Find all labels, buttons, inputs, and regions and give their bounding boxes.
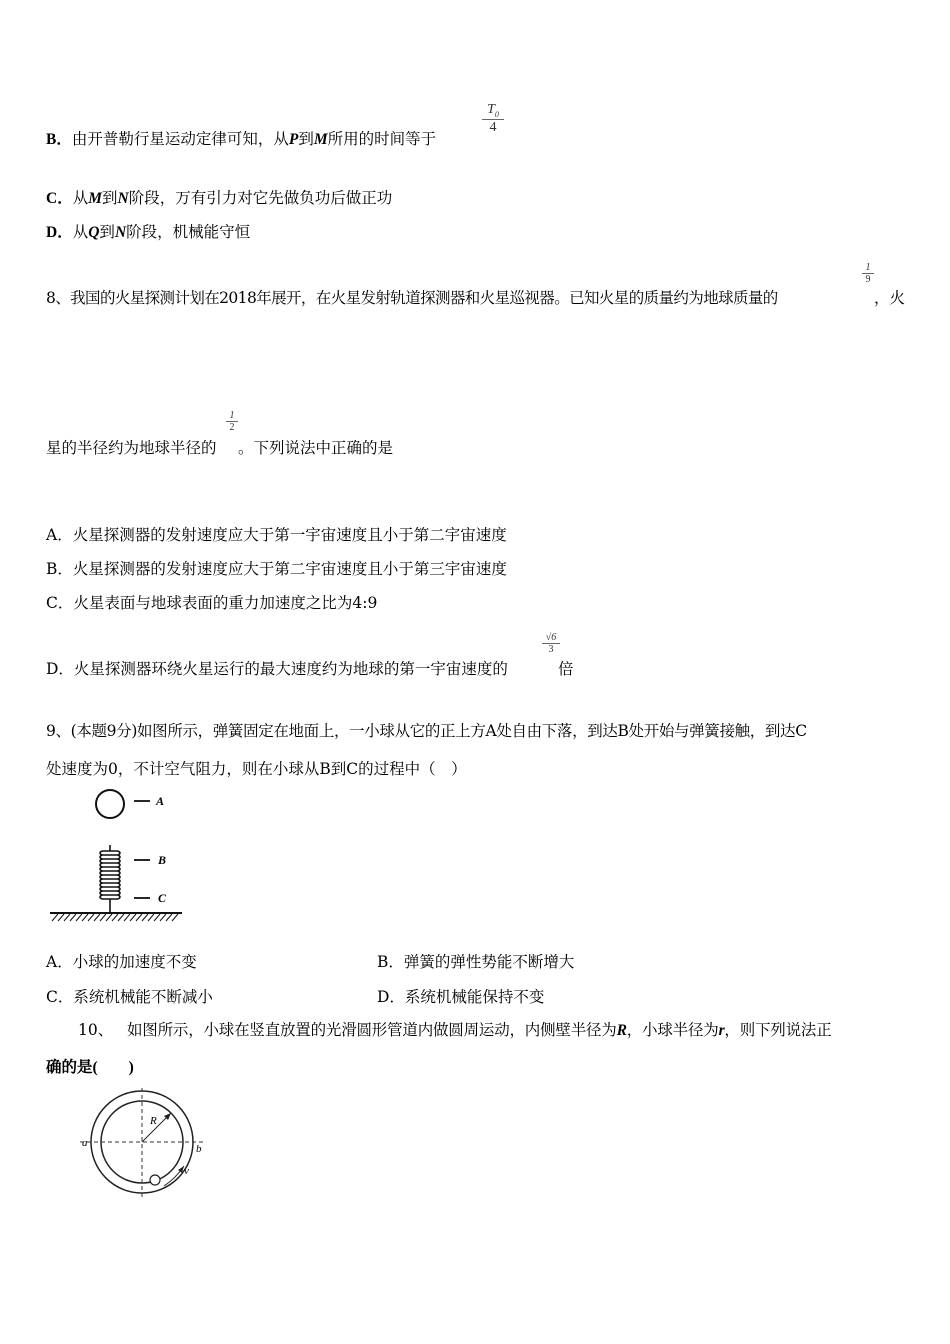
label-v: v <box>184 1165 189 1177</box>
q9-stem-line1: 9、(本题9分)如图所示，弹簧固定在地面上，一小球从它的正上方A处自由下落，到达B处开始与弹簧接触，到达C <box>46 722 807 740</box>
q9-stem-line2: 处速度为0，不计空气阻力，则在小球从B到C的过程中（ ） <box>46 760 467 778</box>
q9-option-c: C．系统机械能不断减小 <box>46 988 213 1006</box>
q9-option-a: A．小球的加速度不变 <box>46 953 197 971</box>
q8-radius-fraction: $\frac{1}{2}$ <box>226 410 238 433</box>
label-a: a <box>82 1137 88 1149</box>
q8-option-a: A．火星探测器的发射速度应大于第一宇宙速度且小于第二宇宙速度 <box>46 526 507 544</box>
spring-icon <box>100 845 120 912</box>
q9-option-b: B．弹簧的弹性势能不断增大 <box>377 953 575 971</box>
q8-speed-fraction: $\frac{√6}{3}$ <box>542 632 560 655</box>
q8-option-d: D．火星探测器环绕火星运行的最大速度约为地球的第一宇宙速度的 <box>46 660 508 678</box>
label-a: A <box>156 794 165 808</box>
q8-mass-fraction: $\frac{1}{9}$ <box>862 262 874 285</box>
q7-option-d: D．从Q到N阶段，机械能守恒 <box>46 223 251 241</box>
q10-number: 10、 <box>78 1021 114 1039</box>
q8-option-b: B．火星探测器的发射速度应大于第二宇宙速度且小于第三宇宙速度 <box>46 560 507 578</box>
q8-stem-line2: 星的半径约为地球半径的 <box>46 439 217 457</box>
small-ball-icon <box>150 1175 160 1185</box>
q10-stem-line1: 如图所示，小球在竖直放置的光滑圆形管道内做圆周运动，内侧壁半径为R，小球半径为r，则下列说法正 <box>127 1021 832 1039</box>
ball-icon <box>96 790 124 818</box>
q8-stem-line1: 8、我国的火星探测计划在2018年展开，在火星发射轨道探测器和火星巡视器。已知火星的质量约为地球质量的 <box>46 289 778 307</box>
q7-period-fraction: $\frac{T_0}{4}$ <box>482 102 504 136</box>
q7-option-c: C．从M到N阶段，万有引力对它先做负功后做正功 <box>46 189 393 207</box>
q9-spring-figure <box>46 785 186 925</box>
q8-option-d-end: 倍 <box>558 660 574 678</box>
q8-stem-line1-end: ，火 <box>874 289 906 307</box>
label-b: B <box>158 853 167 867</box>
q10-tube-figure <box>80 1088 210 1203</box>
label-r: R <box>150 1115 157 1127</box>
q8-stem-line2-end: 。下列说法中正确的是 <box>238 439 394 457</box>
q9-option-d: D．系统机械能保持不变 <box>377 988 545 1006</box>
q7-option-b: B．由开普勒行星运动定律可知，从P到M所用的时间等于 <box>46 130 437 148</box>
label-c: C <box>158 891 167 905</box>
q10-stem-line2: 确的是( ) <box>46 1059 134 1076</box>
q8-option-c: C．火星表面与地球表面的重力加速度之比为4:9 <box>46 594 378 612</box>
label-b: b <box>196 1143 202 1155</box>
